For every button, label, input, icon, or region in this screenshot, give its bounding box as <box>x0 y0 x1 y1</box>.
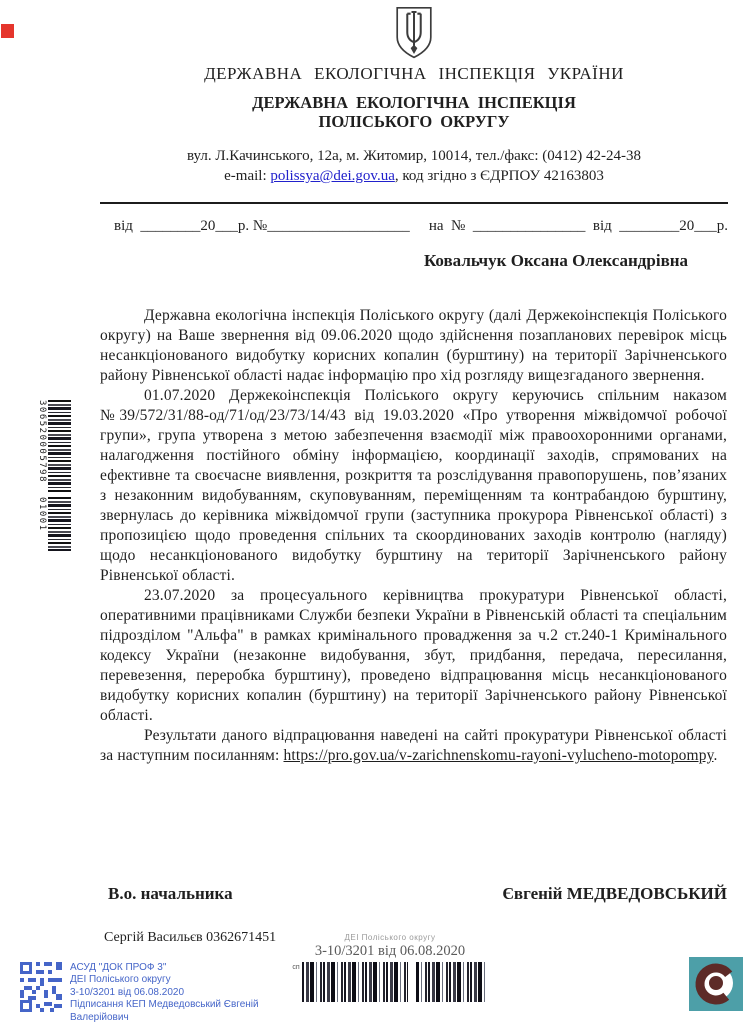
side-barcode-stripes-top <box>48 400 71 492</box>
org-name-regional <box>100 93 728 131</box>
esign-system: АСУД "ДОК ПРОФ 3" <box>70 962 167 973</box>
paragraph-4 <box>100 726 727 766</box>
letterhead <box>100 0 728 185</box>
org-name-regional-line1: ДЕРЖАВНА ЕКОЛОГІЧНА ІНСПЕКЦІЯ <box>252 93 576 112</box>
digital-signature-stamp <box>20 962 259 1024</box>
paragraph-1: Державна екологічна інспекція Поліського округу (далі Держекоінспекція Поліського округу) на Ваше звернення від 09.06.2020 щодо здійснення позапланових перевірок місць несанкціонованого видобутку корисних копалин (бурштину) на території Зарічненського району Рівненської області надає інформацію про хід розгляду вищезгаданого звернення. <box>100 307 727 384</box>
edrpou-code: , код згідно з ЄДРПОУ 42163803 <box>394 168 604 184</box>
letter-body <box>100 306 727 766</box>
signer-position: В.о. начальника <box>108 884 233 903</box>
side-barcode-stripes-bottom <box>48 497 71 551</box>
reference-row <box>100 218 728 235</box>
qr-code-icon <box>20 962 62 1012</box>
reference-outgoing: від ________20___р. №___________________ <box>114 218 410 234</box>
letterhead-divider <box>100 202 728 204</box>
paragraph-3: 23.07.2020 за процесуального керівництва прокуратури Рівненської області, оперативними працівниками Служби безпеки України в Рівненській області та спеціальним підрозділом "Альфа" в рамках кримінального провадження за ч.2 ст.240-1 Кримінального кодексу України (незаконне видобування, збут, придбання, передача, пересилання, перевезення, переробка бурштину), проведено відпрацювання місць несанкціонованого видобутку корисних копалин (бурштину) на території Зарічненського району Рівненської області. <box>100 587 727 724</box>
esign-number: 3-10/3201 від 06.08.2020 <box>70 986 185 998</box>
addressee-name: Ковальчук Оксана Олександрівна <box>423 251 689 270</box>
scan-artifact-red-square <box>1 24 14 38</box>
signer-name: Євгеній МЕДВЕДОВСЬКИЙ <box>502 884 727 903</box>
paragraph-2: 01.07.2020 Держекоінспекція Поліського округу керуючись спільним наказом №39/572/31/88-од/71/од/23/73/14/43 від 19.03.2020 «Про утворення міжвідомчої робочої групи», група утворена з метою забезпечення взаємодії між правоохоронними органами, налагодження постійного обміну інформацією, координації заходів, спрямованих на ефективне та своєчасне виявлення, розкриття та розслідування правопорушень, пов’язаних з незаконним видобуванням, скуповуванням, переміщенням та контрабандою бурштину, звернулась до керівника міжвідомчої групи (заступника прокурора Рівненської області) з пропозицією щодо проведення спільних та скоординованих заходів контролю (нагляду) щодо несанкціонованого видобутку бурштину на території Зарічненського району Рівненської області. <box>100 387 727 584</box>
org-name-national: ДЕРЖАВНА ЕКОЛОГІЧНА ІНСПЕКЦІЯ УКРАЇНИ <box>204 64 624 83</box>
paragraph-4-tail: . <box>713 747 718 764</box>
signature-row <box>100 884 727 904</box>
org-address: вул. Л.Качинського, 12а, м. Житомир, 10014, тел./факс: (0412) 42-24-38 <box>186 148 641 164</box>
prosecutor-site-link[interactable]: https://pro.gov.ua/v-zarichnenskomu-rayoni-vylucheno-motopompy <box>283 747 714 764</box>
esign-signer-line1: Підписання КЕП Медведовський Євгеній <box>70 999 259 1011</box>
reference-incoming: на № _______________ від ________20___р. <box>428 218 728 234</box>
executor-contact: Сергій Васильєв 0362671451 <box>104 930 277 945</box>
digital-signature-text <box>70 962 259 1024</box>
side-barcode-number-bottom: 01001 <box>37 497 47 532</box>
email-link[interactable]: polissya@dei.gov.ua <box>270 168 395 184</box>
registration-barcode-prefix: сп <box>292 964 300 971</box>
org-name-regional-line2: ПОЛІСЬКОГО ОКРУГУ <box>318 112 510 131</box>
paragraph-4-text: Результати даного відпрацювання наведені на сайті прокуратури Рівненської області за наступним посиланням: <box>100 727 727 764</box>
ukraine-trident-emblem <box>393 5 435 61</box>
side-barcode-number-top: 306520005798 <box>37 400 47 484</box>
esign-signer-line2: Валерійович <box>70 1011 129 1023</box>
esign-org: ДЕІ Поліського округу <box>70 974 171 986</box>
registration-stamp <box>286 933 494 1002</box>
email-label: e-mail: <box>224 168 267 184</box>
registration-barcode <box>302 962 488 1002</box>
registration-stamp-number: 3-10/3201 від 06.08.2020 <box>314 943 466 959</box>
org-email-line <box>100 168 728 185</box>
registration-stamp-org: ДЕІ Поліського округу <box>344 933 436 942</box>
dei-round-logo <box>689 957 743 1011</box>
